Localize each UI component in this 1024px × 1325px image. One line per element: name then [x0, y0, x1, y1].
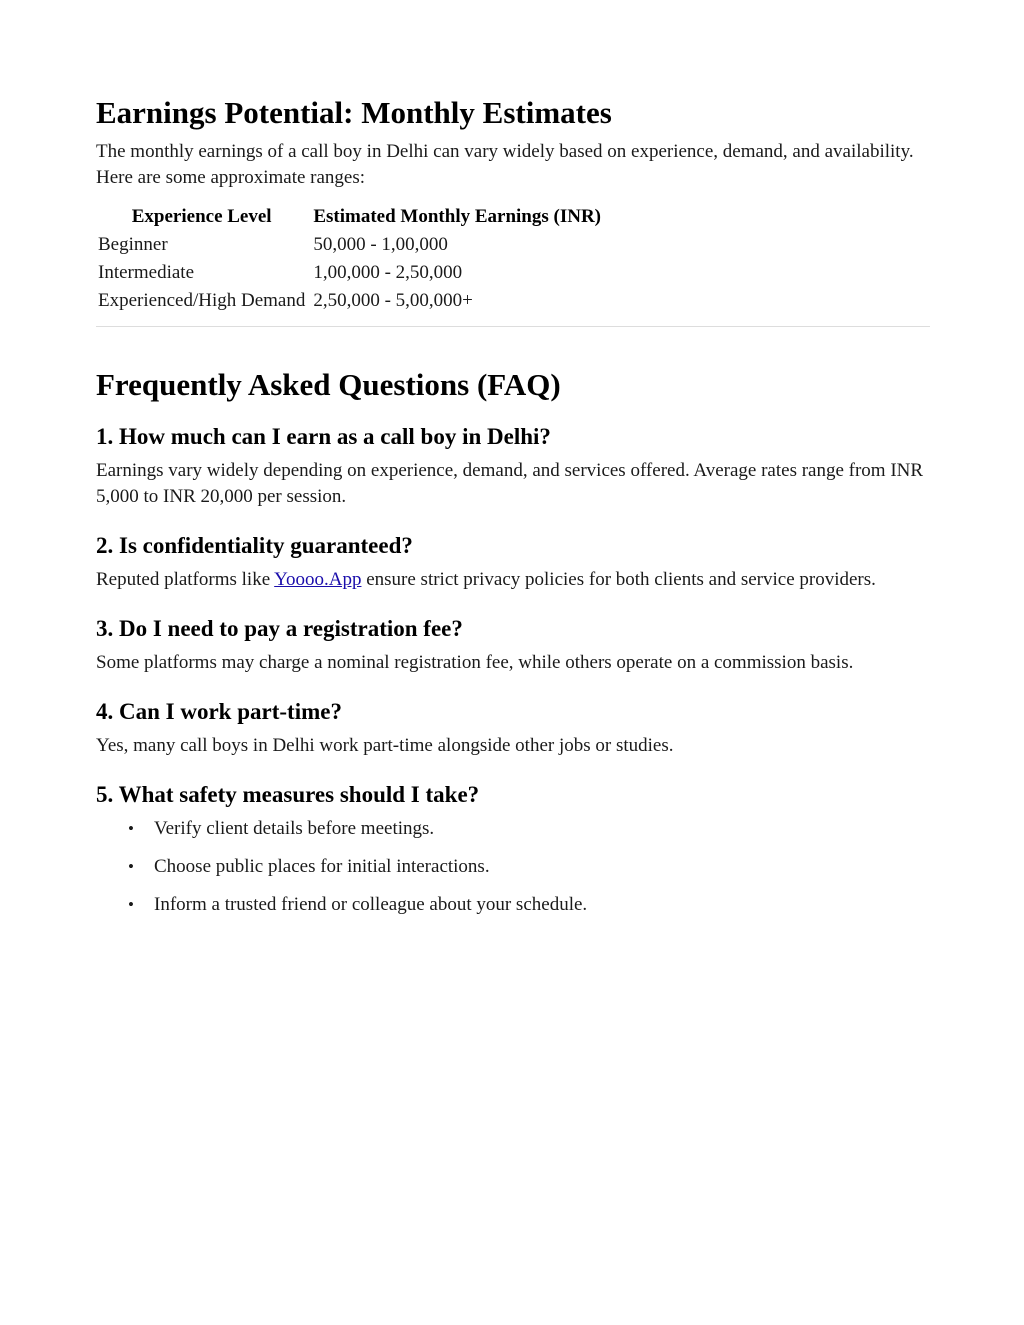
safety-measures-list [96, 816, 930, 918]
faq-question: 4. Can I work part-time? [96, 699, 342, 724]
list-item [128, 854, 930, 880]
list-item-text: Inform a trusted friend or colleague about your schedule. [154, 894, 588, 915]
table-row [96, 231, 607, 259]
column-header-monthly-earnings: Estimated Monthly Earnings (INR) [313, 206, 601, 227]
faq-answer: Some platforms may charge a nominal registration fee, while others operate on a commission basis. [96, 652, 854, 673]
earnings-intro-paragraph: The monthly earnings of a call boy in Delhi can vary widely based on experience, demand, and availability. Here are some approximate ranges: [96, 141, 914, 188]
list-item [128, 816, 930, 842]
section-divider [96, 326, 930, 327]
cell-monthly-earnings: 50,000 - 1,00,000 [313, 234, 448, 255]
earnings-section-title: Earnings Potential: Monthly Estimates [96, 95, 612, 130]
faq-answer: Earnings vary widely depending on experience, demand, and services offered. Average rates range from INR 5,000 to INR 20,000 per session. [96, 460, 924, 507]
table-row [96, 287, 607, 315]
cell-monthly-earnings: 2,50,000 - 5,00,000+ [313, 290, 473, 311]
faq-item [96, 614, 930, 676]
faq-answer-text: Reputed platforms like [96, 569, 275, 590]
faq-answer: Yes, many call boys in Delhi work part-time alongside other jobs or studies. [96, 735, 674, 756]
faq-question: 5. What safety measures should I take? [96, 782, 480, 807]
column-header-experience-level: Experience Level [131, 206, 272, 227]
cell-experience-level: Experienced/High Demand [98, 290, 306, 311]
cell-experience-level: Beginner [98, 234, 168, 255]
list-item [128, 892, 930, 918]
faq-item [96, 422, 930, 510]
yoooo-app-link[interactable]: Yoooo.App [274, 569, 362, 590]
list-item-text: Verify client details before meetings. [154, 818, 435, 839]
faq-item [96, 531, 930, 593]
faq-question: 2. Is confidentiality guaranteed? [96, 533, 413, 558]
faq-question: 3. Do I need to pay a registration fee? [96, 616, 463, 641]
list-item-text: Choose public places for initial interactions. [154, 856, 490, 877]
table-row [96, 259, 607, 287]
faq-question: 1. How much can I earn as a call boy in Delhi? [96, 424, 551, 449]
faq-answer-text: ensure strict privacy policies for both clients and service providers. [361, 569, 876, 590]
table-header-row [96, 203, 607, 231]
bullet-icon: • [128, 857, 134, 876]
earnings-table [96, 203, 607, 315]
faq-section-title: Frequently Asked Questions (FAQ) [96, 367, 561, 402]
faq-answer [96, 567, 930, 593]
cell-monthly-earnings: 1,00,000 - 2,50,000 [313, 262, 463, 283]
bullet-icon: • [128, 819, 134, 838]
faq-item [96, 697, 930, 759]
cell-experience-level: Intermediate [98, 262, 195, 283]
bullet-icon: • [128, 895, 134, 914]
document-page [96, 94, 930, 930]
faq-item [96, 780, 930, 918]
